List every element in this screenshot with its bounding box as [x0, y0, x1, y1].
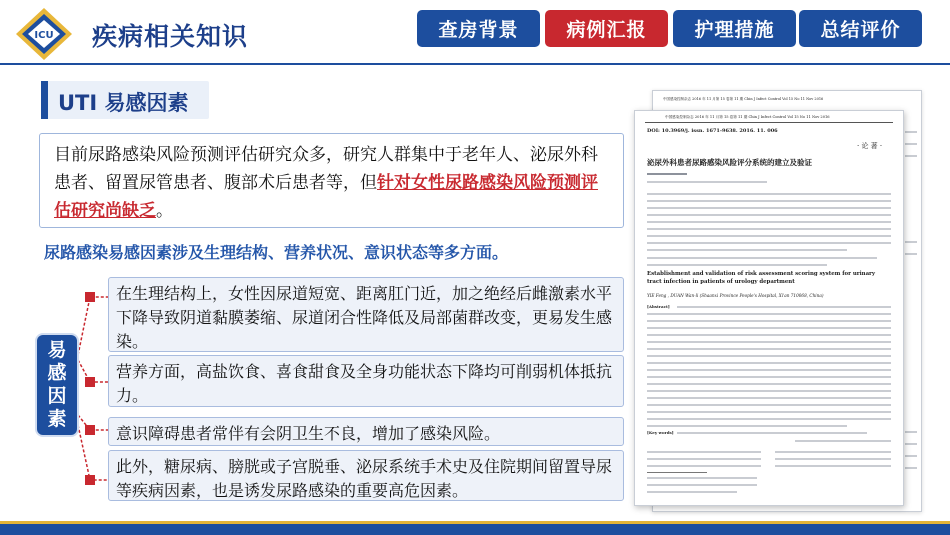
factor-disease: 此外，糖尿病、膀胱或子宫脱垂、泌尿系统手术史及住院期间留置导尿等疾病因素，也是诱发尿路感染的重要高危因素。	[108, 450, 624, 501]
paper-en-title-1: Establishment and validation of risk assessment scoring system for urinary	[647, 271, 876, 277]
tab-case-report[interactable]: 病例汇报	[545, 10, 668, 47]
factors-subheading: 尿路感染易感因素涉及生理结构、营养状况、意识状态等多方面。	[44, 243, 509, 262]
section-title: UTI 易感因素	[58, 91, 189, 115]
hospital-logo	[14, 6, 76, 62]
factor-nutrition: 营养方面，高盐饮食、喜食甜食及全身功能状态下降均可削弱机体抵抗力。	[108, 355, 624, 407]
susceptibility-factors-label	[37, 335, 77, 435]
factor-label-char: 易	[47, 339, 67, 361]
section-heading-accent	[41, 81, 48, 119]
intro-paragraph	[39, 133, 624, 228]
logo-text: ICU	[34, 30, 54, 41]
paper-cn-title: 泌尿外科患者尿路感染风险评分系统的建立及验证	[647, 158, 812, 167]
factor-label-char: 素	[47, 408, 67, 430]
intro-highlight: 针对女性尿路感染风险预测评估研究尚缺乏	[54, 173, 598, 221]
paper-header: 中国感染控制杂志 2016 年 11 月第 15 卷第 11 期 Chin J Infect Control Vol 15 No 11 Nov 2016	[665, 115, 830, 119]
paper-tag: · 论 著 ·	[857, 142, 883, 150]
factor-label-char: 感	[47, 362, 67, 384]
factor-physiological: 在生理结构上，女性因尿道短宽、距离肛门近，加之绝经后雌激素水平下降导致阴道黏膜萎缩、尿道闭合性降低及局部菌群改变，更易发生感染。	[108, 277, 624, 352]
footer-bar	[0, 524, 950, 535]
factor-label-char: 因	[47, 385, 67, 407]
header-divider	[0, 63, 950, 65]
paper-back-header: 中国感染控制杂志 2016 年 11 月第 15 卷第 11 期 Chin J Infect Control Vol 15 No 11 Nov 2016	[663, 97, 824, 101]
page-title: 疾病相关知识	[92, 22, 249, 51]
intro-text: 目前尿路感染风险预测评估研究众多，研究人群集中于老年人、泌尿外科患者、留置尿管患者、腹部术后患者等，但	[54, 145, 598, 193]
tab-nursing-measures[interactable]: 护理措施	[673, 10, 796, 47]
paper-en-title-2: tract infection in patients of urology department	[647, 279, 795, 285]
paper-abstract-label: [Abstract]	[647, 304, 670, 309]
intro-text-end: 。	[156, 201, 173, 221]
factor-consciousness: 意识障碍患者常伴有会阴卫生不良，增加了感染风险。	[108, 417, 624, 446]
paper-keywords-label: [Key words]	[647, 430, 674, 435]
tab-summary-evaluation[interactable]: 总结评价	[799, 10, 922, 47]
paper-page-front	[634, 110, 904, 506]
tab-ward-round-background[interactable]: 查房背景	[417, 10, 540, 47]
paper-authors: YIE Feng , DUAN Wan-li (Shaanxi Province People's Hospital, Xi'an 710068, China)	[647, 293, 824, 298]
paper-doi: DOI: 10.3969/j. issn. 1671-9638. 2016. 11. 006	[647, 128, 778, 134]
